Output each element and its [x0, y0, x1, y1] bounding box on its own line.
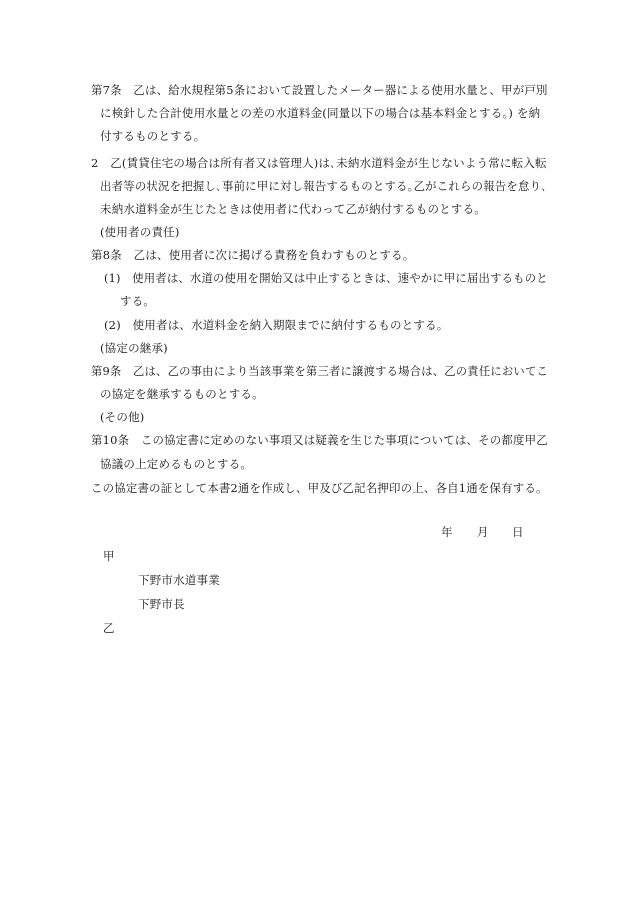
- heading-user-responsibility: (使用者の責任): [100, 225, 180, 239]
- date-year: 年: [441, 525, 453, 539]
- article7-p2-line3: 未納水道料金が生じたときは使用者に代わって乙が納付するものとする。: [100, 202, 486, 216]
- heading-succession: (協定の継承): [100, 341, 168, 355]
- closing-statement: この協定書の証として本書2通を作成し、甲及び乙記名押印の上、各自1通を保有する。: [91, 481, 548, 495]
- article7-line1: 第7条 乙は、給水規程第5条において設置したメーター器による使用水量と、甲が戸別: [91, 83, 548, 97]
- party-a-org: 下野市水道事業: [138, 573, 220, 587]
- article10-line2: 協議の上定めるものとする。: [100, 457, 253, 471]
- article9-line1: 第9条 乙は、乙の事由により当該事業を第三者に譲渡する場合は、乙の責任においてこ: [91, 364, 549, 378]
- article7-p2-line2: 出者等の状況を把握し､事前に甲に対し報告するものとする｡乙がこれらの報告を怠り､: [100, 179, 548, 193]
- article7-line3: 付するものとする。: [100, 129, 206, 143]
- party-b-label: 乙: [103, 621, 115, 635]
- party-a-title: 下野市長: [138, 597, 185, 611]
- article8-item1-line1: (1) 使用者は、水道の使用を開始又は中止するときは、速やかに甲に届出するものと: [104, 271, 548, 285]
- article7-p2-line1: 2 乙(賃貸住宅の場合は所有者又は管理人)は､未納水道料金が生じないよう常に転入転: [91, 156, 547, 170]
- article9-line2: の協定を継承するものとする。: [100, 387, 264, 401]
- heading-other: (その他): [100, 410, 145, 424]
- date-month: 月: [477, 525, 489, 539]
- article8-item1-line2: する。: [120, 294, 156, 308]
- article7-line2: に検針した合計使用水量との差の水道料金(同量以下の場合は基本料金とする。) を納: [100, 106, 541, 120]
- article10-line1: 第10条 この協定書に定めのない事項又は疑義を生じた事項については、その都度甲乙: [91, 433, 548, 447]
- article8-item2-line1: (2) 使用者は、水道料金を納入期限までに納付するものとする。: [104, 318, 449, 332]
- party-a-label: 甲: [103, 549, 115, 563]
- date-day: 日: [512, 525, 524, 539]
- article8-line1: 第8条 乙は、使用者に次に掲げる責務を負わすものとする。: [91, 248, 415, 262]
